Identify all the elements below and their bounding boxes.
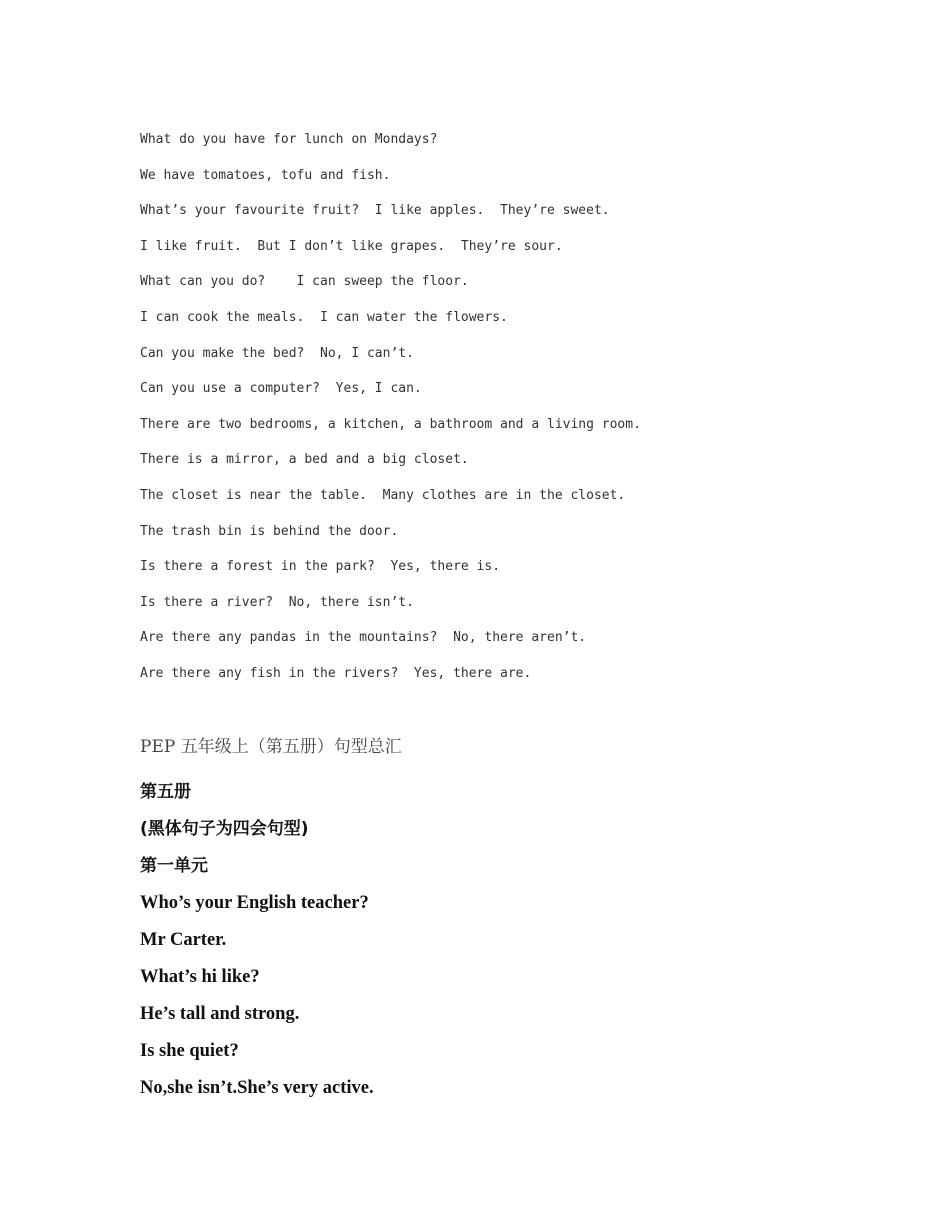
sentence-line: Can you make the bed? No, I can’t. <box>140 345 414 361</box>
sentence-line: I can cook the meals. I can water the flowers. <box>140 309 508 325</box>
sentence-list <box>140 130 840 700</box>
sentence-line: What do you have for lunch on Mondays? <box>140 132 438 147</box>
bold-sentence: He’s tall and strong. <box>140 1004 300 1024</box>
unit-label: 第一单元 <box>140 856 208 876</box>
sentence-line: I like fruit. But I don’t like grapes. They’re sour. <box>140 238 563 254</box>
sentence-line: Are there any fish in the rivers? Yes, there are. <box>140 665 532 681</box>
bold-sentence: Mr Carter. <box>140 930 227 950</box>
bold-sentence: Is she quiet? <box>140 1041 239 1061</box>
sentence-line: Is there a forest in the park? Yes, there is. <box>140 559 501 575</box>
sentence-line: Can you use a computer? Yes, I can. <box>140 381 422 397</box>
note-label: (黑体句子为四会句型) <box>140 819 309 839</box>
bold-sentence: No,she isn’t.She’s very active. <box>140 1078 374 1098</box>
sentence-line: What can you do? I can sweep the floor. <box>140 274 469 290</box>
bold-sentence: Who’s your English teacher? <box>140 893 369 913</box>
sentence-line: The closet is near the table. Many clothes are in the closet. <box>140 487 626 503</box>
sentence-line: There are two bedrooms, a kitchen, a bathroom and a living room. <box>140 416 641 432</box>
bold-section <box>140 780 840 1113</box>
sentence-line: What’s your favourite fruit? I like apples. They’re sweet. <box>140 203 610 219</box>
sentence-line: Is there a river? No, there isn’t. <box>140 594 414 610</box>
bold-sentence: What’s hi like? <box>140 967 260 987</box>
sentence-line: Are there any pandas in the mountains? No, there aren’t. <box>140 630 587 646</box>
sentence-line: We have tomatoes, tofu and fish. <box>140 167 391 183</box>
section-title: PEP 五年级上（第五册）句型总汇 <box>140 737 402 757</box>
book-label: 第五册 <box>140 782 191 802</box>
sentence-line: The trash bin is behind the door. <box>140 523 399 539</box>
sentence-line: There is a mirror, a bed and a big closet. <box>140 452 469 468</box>
